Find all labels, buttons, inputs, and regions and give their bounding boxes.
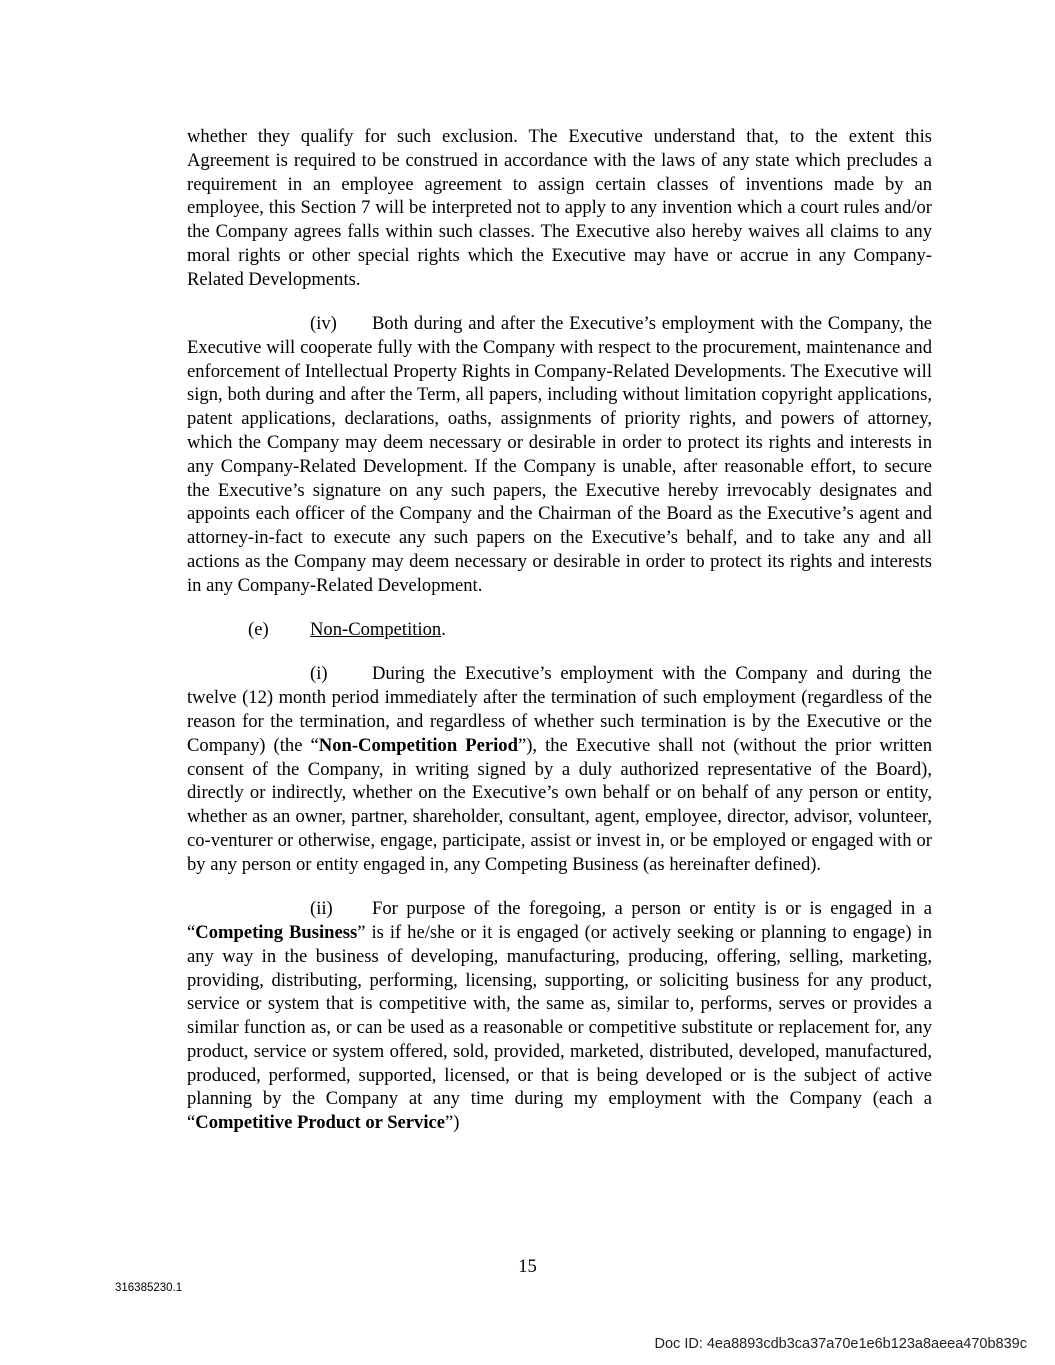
paragraph-ii-label: (ii): [310, 898, 333, 920]
document-code: 316385230.1: [115, 1282, 183, 1294]
paragraph-iv: [187, 312, 932, 598]
document-id: Doc ID: 4ea8893cdb3ca37a70e1e6b123a8aeea470b839c: [654, 1336, 1027, 1352]
paragraph-i: [187, 662, 932, 876]
paragraph-ii: [187, 897, 932, 1135]
paragraph-i-text-2: ”), the Executive shall not (without the prior written consent of the Company, in writing signed by a duly authorized representative of the Board), directly or indirectly, whether on the Executive’s own behalf or on behalf of any person or entity, whether as an owner, partner, shareholder, consultant, agent, employee, director, advisor, volunteer, co-venturer or otherwise, engage, participate, assist or invest in, or be employed or engaged with or by any person or entity engaged in, any Competing Business (as hereinafter defined).: [187, 734, 932, 875]
paragraph-i-label: (i): [310, 663, 328, 685]
section-e-heading: Non-Competition: [310, 619, 442, 641]
paragraph-continuation: whether they qualify for such exclusion. The Executive understand that, to the extent this Agreement is required to be construed in accordance with the laws of any state which precludes a requirement in an employee agreement to assign certain classes of inventions made by an employee, this Section 7 will be interpreted not to apply to any invention which a court rules and/or the Company agrees falls within such classes. The Executive also hereby waives all claims to any moral rights or other special rights which the Executive may have or accrue in any Company-Related Developments.: [187, 126, 932, 290]
paragraph-ii-text-3: ”): [445, 1112, 460, 1134]
section-e-label: (e): [248, 619, 269, 641]
paragraph-ii-text-2: ” is if he/she or it is engaged (or actively seeking or planning to engage) in any way in the business of developing, manufacturing, producing, offering, selling, marketing, providing, distributing, performing, licensing, supporting, or soliciting business for any product, service or system that is competitive with, the same as, similar to, performs, serves or provides a similar function as, or can be used as a reasonable or competitive substitute or replacement for, any product, service or system offered, sold, provided, marketed, distributed, developed, manufactured, produced, performed, supported, licensed, or that is being developed or is the subject of active planning by the Company at any time during my employment with the Company (each a “: [187, 921, 932, 1134]
paragraph-iv-label: (iv): [310, 313, 337, 335]
section-e-heading-line: [187, 618, 932, 642]
competing-business-term: Competing Business: [195, 921, 358, 943]
paragraph-i-text-1: During the Executive’s employment with the Company and during the twelve (12) month period immediately after the termination of such employment (regardless of the reason for the termination, and regardless of whether such termination is by the Executive or the Company) (the “: [187, 663, 932, 756]
paragraph-ii-text-1: For purpose of the foregoing, a person or entity is or is engaged in a “: [187, 898, 932, 943]
section-e-heading-suffix: .: [441, 619, 446, 641]
non-competition-period-term: Non-Competition Period: [318, 734, 518, 756]
document-body: [187, 125, 932, 1135]
competitive-product-term: Competitive Product or Service: [195, 1112, 446, 1134]
paragraph-iv-text: Both during and after the Executive’s employment with the Company, the Executive will cooperate fully with the Company with respect to the procurement, maintenance and enforcement of Intellectual Property Rights in Company-Related Developments. The Executive will sign, both during and after the Term, all papers, including without limitation copyright applications, patent applications, declarations, oaths, assignments of priority rights, and powers of attorney, which the Company may deem necessary or desirable in order to protect its rights and interests in any Company-Related Development. If the Company is unable, after reasonable effort, to secure the Executive’s signature on any such papers, the Executive hereby irrevocably designates and appoints each officer of the Company and the Chairman of the Board as the Executive’s agent and attorney-in-fact to execute any such papers on the Executive’s behalf, and to take any and all actions as the Company may deem necessary or desirable in order to protect its rights and interests in any Company-Related Development.: [187, 313, 932, 596]
page-number: 15: [518, 1256, 537, 1277]
